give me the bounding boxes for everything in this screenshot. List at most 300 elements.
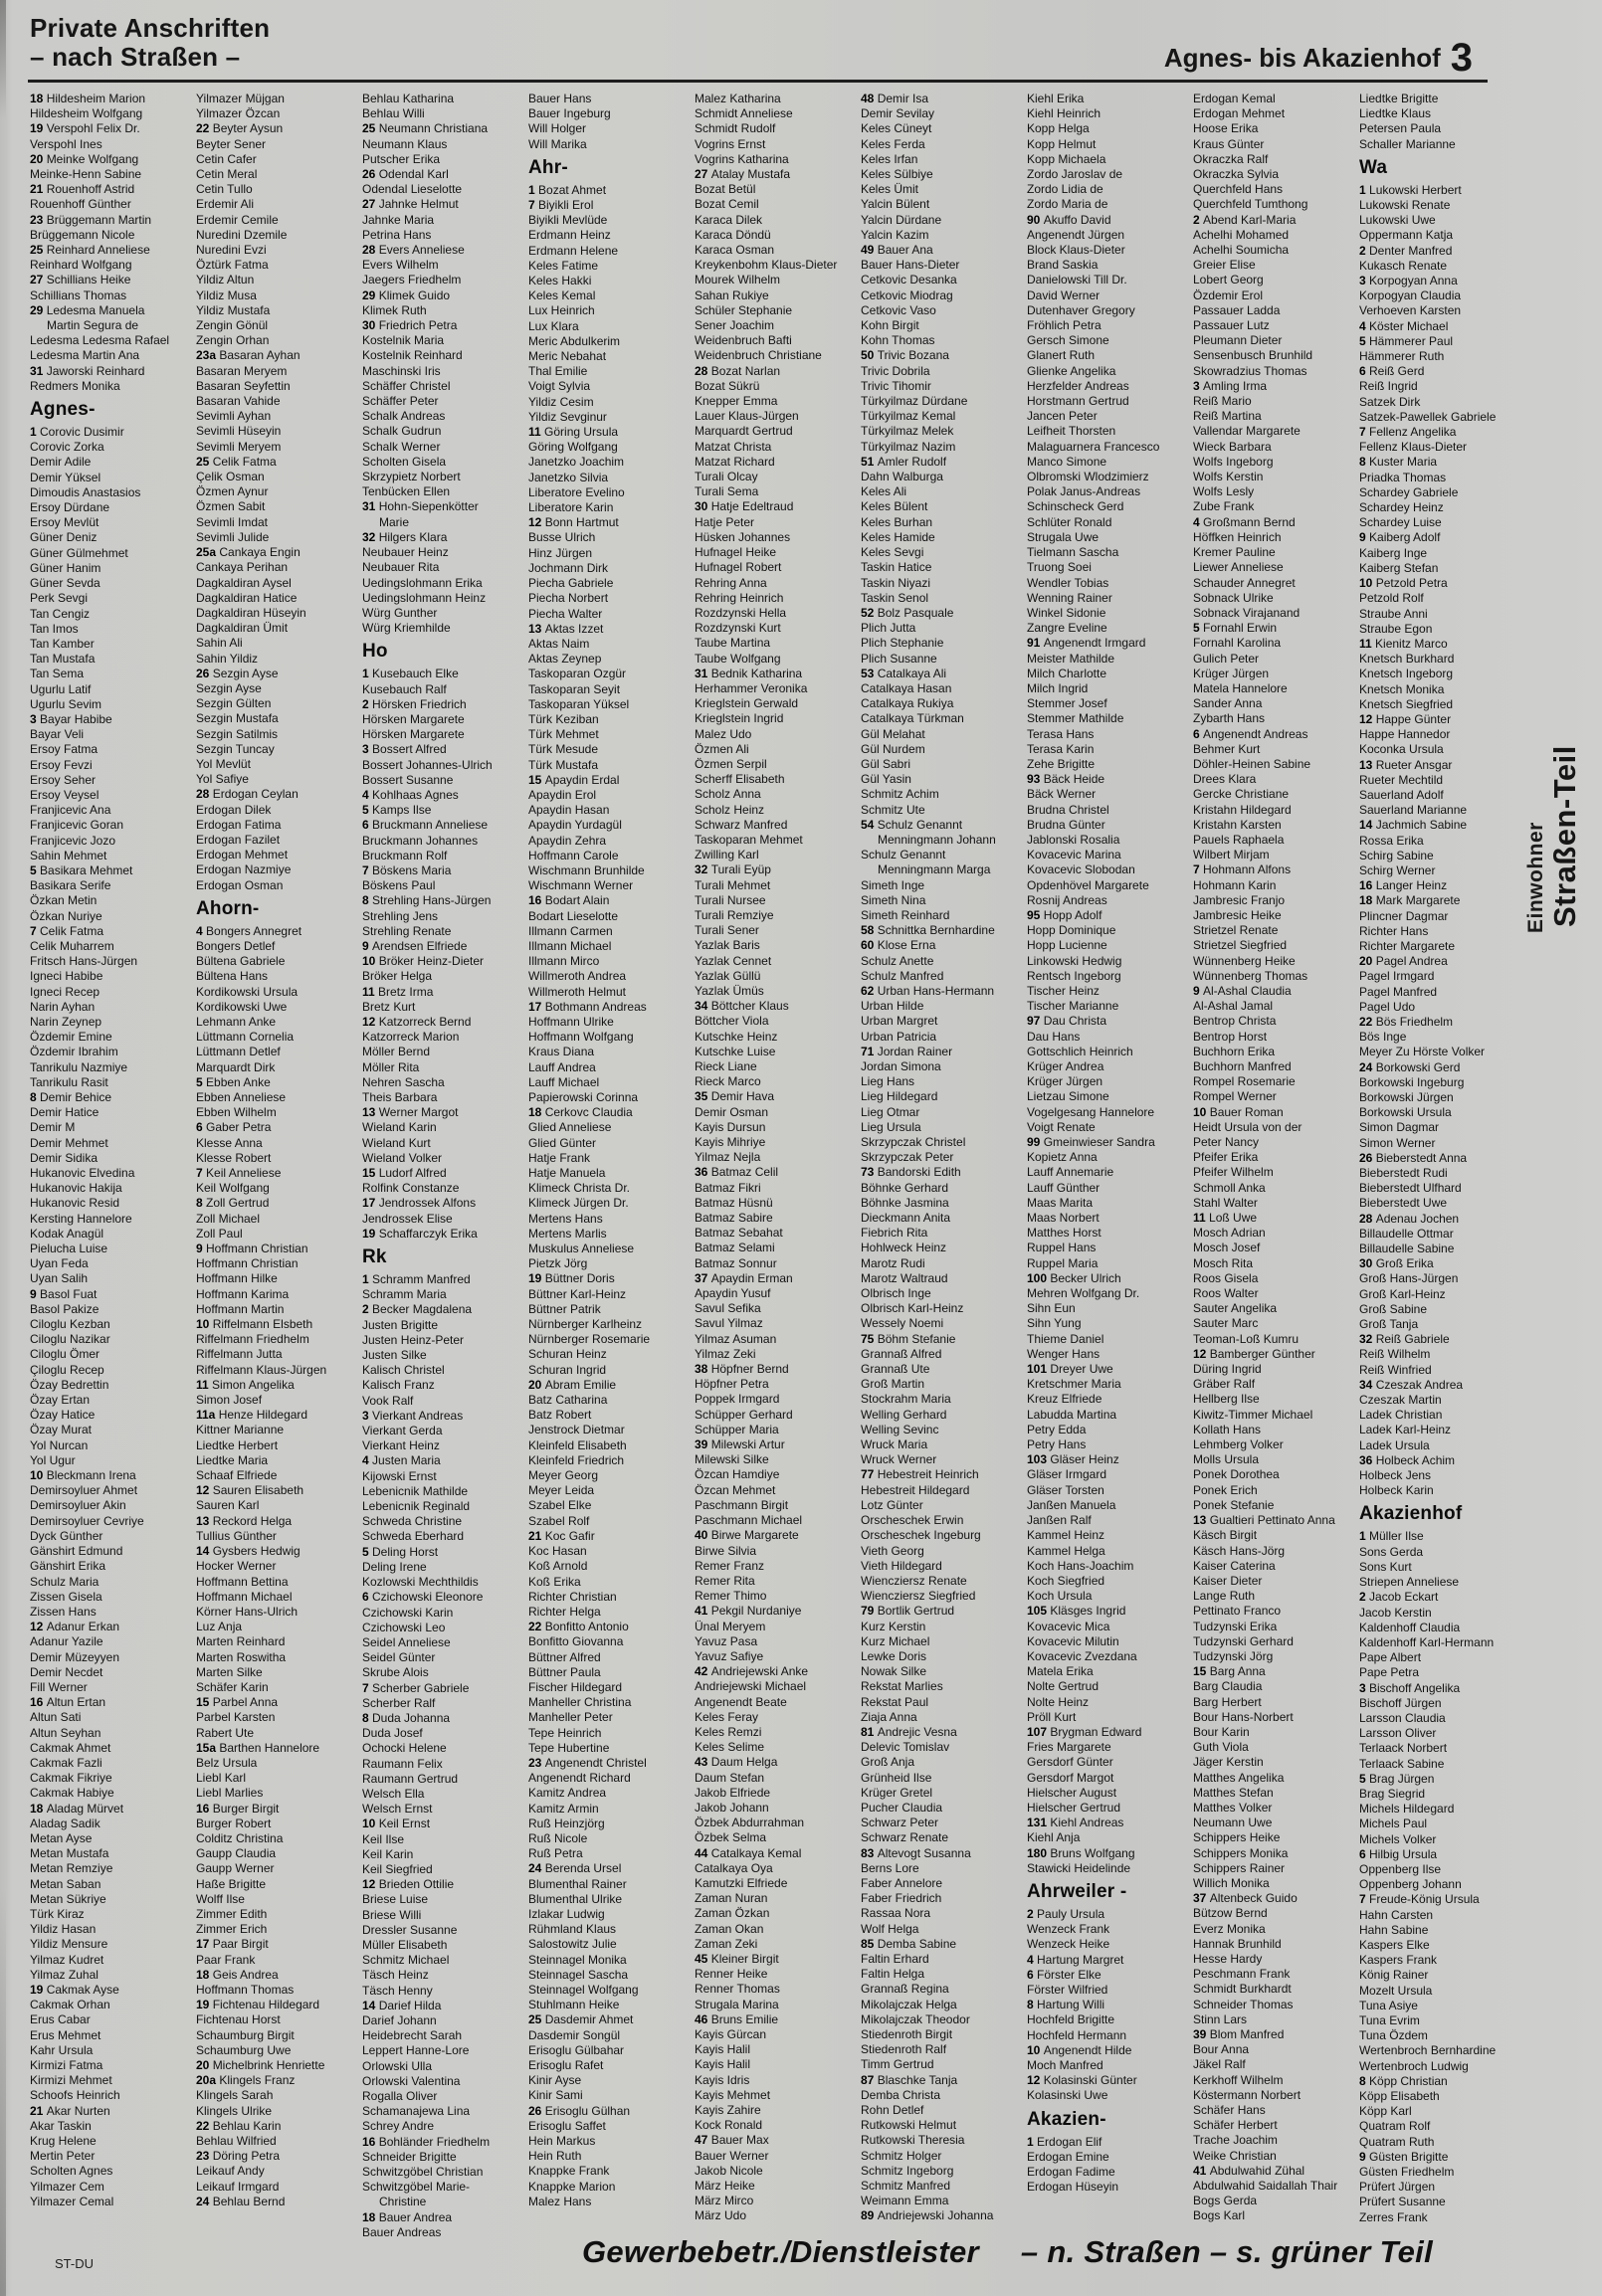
directory-entry: Mosch Rita	[1193, 1255, 1254, 1270]
directory-entry: Pape Petra	[1359, 1665, 1420, 1680]
directory-entry: Tischer Heinz	[1027, 983, 1100, 998]
directory-entry: Hämmerer Ruth	[1359, 349, 1445, 364]
directory-entry: Yol Mevlüt	[196, 756, 251, 771]
directory-entry: Simeth Nina	[861, 892, 926, 907]
street-header: Ahrweiler -	[1027, 1880, 1127, 1902]
directory-entry: Türkyilmaz Dürdane	[861, 394, 968, 409]
directory-entry: Janßen Manuela	[1027, 1497, 1116, 1512]
directory-entry: Keil Ilse	[362, 1831, 405, 1846]
directory-entry: Stemmer Mathilde	[1027, 711, 1124, 726]
directory-entry: Hielscher August	[1027, 1785, 1117, 1800]
directory-entry: Knetsch Monika	[1359, 681, 1445, 696]
directory-entry: Kamutzki Elfriede	[695, 1875, 788, 1890]
directory-entry: Kretschmer Maria	[1027, 1377, 1121, 1392]
house-number: 17	[196, 1937, 213, 1952]
directory-entry: Malaguarnera Francesco	[1027, 439, 1160, 454]
directory-entry: Kostelnik Maria	[362, 333, 445, 348]
directory-entry: Karaca Döndü	[695, 227, 771, 242]
column-5	[695, 92, 842, 2240]
house-number: 32	[362, 529, 379, 544]
directory-entry: Höffken Heinrich	[1193, 529, 1282, 544]
house-number: 53	[861, 666, 878, 680]
directory-entry: 7 Freude-König Ursula	[1359, 1892, 1480, 1907]
house-number: 27	[695, 167, 711, 182]
directory-entry: Kirmizi Fatma	[30, 2058, 103, 2072]
house-number: 44	[695, 1845, 711, 1860]
directory-entry: Reiß Mario	[1193, 394, 1252, 409]
directory-entry: Illmann Carmen	[528, 923, 613, 938]
directory-entry: Hukanovic Resid	[30, 1196, 120, 1211]
directory-entry: Nürnberger Karlheinz	[528, 1317, 643, 1332]
directory-entry: 101 Dreyer Uwe	[1027, 1362, 1113, 1377]
house-number: 27	[362, 197, 379, 212]
directory-entry: 13 Rueter Ansgar	[1359, 757, 1453, 772]
directory-entry: Milewski Silke	[695, 1452, 769, 1467]
directory-entry: Liedtke Herbert	[196, 1437, 279, 1452]
house-number: 12	[1193, 1346, 1210, 1361]
house-number: 29	[362, 287, 379, 302]
directory-entry: 30 Friedrich Petra	[362, 318, 458, 333]
directory-entry: 16 Bodart Alain	[528, 893, 610, 908]
directory-entry: 10 Bauer Roman	[1193, 1104, 1284, 1119]
house-number: 22	[1359, 1014, 1376, 1029]
directory-entry: Kalisch Franz	[362, 1378, 435, 1393]
directory-entry: 71 Jordan Rainer	[861, 1044, 953, 1058]
directory-entry: Türk Mehmet	[528, 727, 599, 742]
directory-entry: Sobnack Virajanand	[1193, 605, 1301, 620]
house-number: 47	[695, 2133, 711, 2148]
directory-entry: 38 Höpfner Bernd	[695, 1362, 789, 1377]
directory-entry: Ciloglu Nazikar	[30, 1332, 110, 1347]
directory-entry: Schrey Andre	[362, 2119, 435, 2134]
directory-entry: Zoll Paul	[196, 1226, 243, 1241]
directory-entry: Kayis Mehmet	[695, 2087, 771, 2102]
directory-entry: Apaydin Yurdagül	[528, 818, 622, 833]
directory-entry: Cetin Tullo	[196, 182, 253, 197]
directory-entry: Corovic Zorka	[30, 440, 104, 455]
directory-entry: 41 Abdulwahid Zühal	[1193, 2163, 1305, 2178]
directory-entry: Uedingslohmann Heinz	[362, 590, 487, 605]
house-number: 91	[1027, 636, 1044, 651]
directory-entry: Sauerland Adolf	[1359, 787, 1444, 802]
directory-entry: Jäkel Ralf	[1193, 2057, 1246, 2072]
house-number: 6	[1027, 1967, 1038, 1982]
directory-entry: Tischer Marianne	[1027, 999, 1119, 1014]
directory-entry: Täsch Henny	[362, 1983, 433, 1998]
directory-entry: Krüger Jürgen	[1193, 666, 1270, 680]
directory-entry: 7 Fellenz Angelika	[1359, 425, 1457, 440]
directory-entry: Erdogan Mehmet	[196, 848, 289, 862]
house-number: 41	[1193, 2163, 1210, 2178]
directory-entry: Poppek Irmgard	[695, 1392, 780, 1407]
directory-entry: Gül Nurdem	[861, 741, 925, 756]
house-number: 16	[196, 1801, 213, 1816]
directory-entry: Yilmazer Cem	[30, 2179, 104, 2194]
directory-entry: Zaman Zeki	[695, 1936, 758, 1951]
directory-entry: Keles Irfan	[861, 151, 918, 166]
directory-entry: Hoffmann Bettina	[196, 1574, 289, 1589]
directory-entry: 2 Abend Karl-Maria	[1193, 212, 1297, 227]
directory-entry: Schaaf Elfriede	[196, 1468, 278, 1483]
directory-entry: Yilmaz Zuhal	[30, 1967, 99, 1982]
directory-entry: Rompel Rosemarie	[1193, 1074, 1296, 1089]
directory-entry: Delevic Tomislav	[861, 1740, 950, 1755]
directory-entry: Erdogan Fatima	[196, 817, 282, 832]
directory-entry: Salostowitz Julie	[528, 1937, 617, 1952]
directory-entry: Büttner Paula	[528, 1664, 601, 1679]
directory-entry: Pape Albert	[1359, 1650, 1422, 1665]
directory-entry: Keles Hakki	[528, 274, 592, 288]
directory-entry: Schmidt Anneliese	[695, 106, 793, 121]
house-number: 7	[528, 198, 539, 213]
directory-entry: Bischoff Jürgen	[1359, 1695, 1442, 1710]
directory-entry: Brudna Günter	[1027, 817, 1105, 832]
page-title-line2: – nach Straßen –	[30, 42, 241, 72]
directory-entry: Heidt Ursula von der	[1193, 1119, 1302, 1134]
directory-entry: Yildiz Cesim	[528, 394, 594, 409]
house-number: 12	[1359, 711, 1376, 726]
directory-entry: Köpp Elisabeth	[1359, 2089, 1440, 2103]
directory-entry: Keles Cüneyt	[861, 121, 932, 136]
directory-entry: Türkyilmaz Nazim	[861, 439, 956, 454]
directory-entry: Demir Sidika	[30, 1150, 99, 1165]
directory-entry: Manheller Peter	[528, 1710, 613, 1725]
directory-entry: Würg Kriemhilde	[362, 621, 451, 636]
directory-entry: Simeth Inge	[861, 877, 925, 892]
directory-entry: Ersoy Veysel	[30, 787, 100, 802]
directory-entry: 6 Förster Elke	[1027, 1967, 1101, 1982]
directory-entry: Bieberstedt Uwe	[1359, 1196, 1448, 1211]
directory-entry: Richter Christian	[528, 1589, 617, 1604]
directory-entry: 3 Vierkant Andreas	[362, 1408, 464, 1423]
directory-entry: Bauer Werner	[695, 2148, 769, 2163]
directory-entry: Kinir Sami	[528, 2088, 583, 2103]
directory-entry: Kayis Idris	[695, 2072, 750, 2087]
directory-entry: Ersoy Mevlüt	[30, 515, 100, 530]
directory-entry: 23a Basaran Ayhan	[196, 348, 300, 363]
directory-entry: 25 Dasdemir Ahmet	[528, 2012, 634, 2027]
directory-entry: Schaumburg Uwe	[196, 2042, 292, 2057]
directory-entry: Erisoglu Gülbahar	[528, 2042, 625, 2057]
directory-entry: Fellenz Klaus-Dieter	[1359, 440, 1468, 455]
directory-entry: 180 Bruns Wolfgang	[1027, 1845, 1135, 1860]
directory-entry: Käsch Birgit	[1193, 1528, 1258, 1543]
directory-entry: Cetin Meral	[196, 167, 258, 182]
directory-entry: Grannaß Regina	[861, 1982, 949, 1997]
directory-entry: Malez Hans	[528, 2194, 592, 2208]
directory-entry: Altun Seyhan	[30, 1725, 101, 1740]
directory-entry: Taskoparan Seyit	[528, 681, 621, 696]
directory-entry: 24 Berenda Ursel	[528, 1861, 622, 1876]
directory-entry: 4 Köster Michael	[1359, 318, 1449, 333]
directory-entry: Lieg Ursula	[861, 1119, 921, 1134]
house-number: 3	[30, 711, 41, 726]
directory-entry: Korpogyan Claudia	[1359, 288, 1462, 303]
directory-entry: Cetin Cafer	[196, 151, 257, 166]
directory-entry: 22 Bös Friedhelm	[1359, 1014, 1454, 1029]
directory-entry: Parbel Karsten	[196, 1710, 276, 1725]
directory-entry: Kleinfeld Friedrich	[528, 1452, 625, 1467]
directory-entry: Cakmak Orhan	[30, 1998, 110, 2012]
directory-entry: Zaman Nuran	[695, 1891, 768, 1906]
directory-entry: Böttcher Viola	[695, 1014, 769, 1029]
directory-entry: Lüttmann Detlef	[196, 1045, 281, 1059]
street-header: Akazien-	[1027, 2108, 1106, 2130]
directory-entry: Özmen Serpil	[695, 756, 767, 771]
directory-entry: Angenendt Richard	[528, 1771, 631, 1786]
directory-entry: Wilbert Mirjam	[1193, 848, 1270, 862]
directory-entry: Skrzypczak Christel	[861, 1135, 966, 1150]
directory-entry: Mikolajczak Theodor	[861, 2011, 970, 2026]
directory-entry: Böhnke Jasmina	[861, 1195, 949, 1210]
directory-entry: Yildiz Mustafa	[196, 302, 271, 317]
house-number: 32	[695, 862, 711, 877]
directory-entry: Fries Margarete	[1027, 1740, 1111, 1755]
directory-entry: Peschmann Frank	[1193, 1967, 1291, 1982]
directory-entry: Behmer Kurt	[1193, 741, 1261, 756]
directory-entry: Weidenbruch Christiane	[695, 348, 822, 363]
directory-entry: Trivic Tihomir	[861, 378, 931, 393]
directory-entry: Pucher Claudia	[861, 1800, 943, 1815]
house-number: 131	[1027, 1816, 1051, 1830]
directory-entry: Wenning Rainer	[1027, 590, 1112, 605]
house-number: 15	[1193, 1664, 1210, 1679]
house-number: 20	[1359, 954, 1376, 969]
house-number: 1	[362, 667, 373, 681]
directory-entry: Knetsch Siegfried	[1359, 696, 1454, 711]
directory-entry: 11 Göring Ursula	[528, 425, 619, 440]
house-number: 19	[30, 121, 47, 136]
directory-entry: Voigt Renate	[1027, 1119, 1096, 1134]
house-number: 105	[1027, 1604, 1051, 1619]
directory-entry: Petersen Paula	[1359, 121, 1442, 136]
directory-entry: 16 Burger Birgit	[196, 1801, 280, 1816]
directory-entry: Faber Annelore	[861, 1875, 943, 1890]
directory-entry: Zaman Okan	[695, 1921, 764, 1936]
directory-entry: Bayar Veli	[30, 727, 85, 742]
street-header: Ho	[362, 641, 388, 663]
house-number: 1	[1359, 1529, 1370, 1544]
directory-entry: 3 Bayar Habibe	[30, 711, 112, 726]
directory-entry: Wolfs Ingeborg	[1193, 454, 1274, 469]
directory-entry: König Rainer	[1359, 1968, 1429, 1983]
directory-entry: 25 Neumann Christiana	[362, 121, 489, 136]
directory-entry: Adanur Yazile	[30, 1634, 103, 1649]
directory-entry: Hüsken Johannes	[695, 529, 791, 544]
directory-entry: Yildiz Hasan	[30, 1922, 97, 1937]
directory-entry: 15 Apaydin Erdal	[528, 772, 620, 787]
directory-entry: 105 Kläsges Ingrid	[1027, 1604, 1126, 1619]
directory-entry: Timm Gertrud	[861, 2057, 934, 2072]
house-number: 19	[30, 1982, 47, 1997]
directory-entry: 2 Jacob Eckart	[1359, 1590, 1439, 1605]
directory-entry: Simeth Reinhard	[861, 907, 950, 922]
house-number: 48	[861, 92, 878, 105]
house-number: 17	[528, 999, 545, 1014]
directory-entry: Paschmann Michael	[695, 1513, 803, 1528]
directory-entry: Schwarz Peter	[861, 1816, 939, 1830]
directory-entry: Kukasch Renate	[1359, 258, 1448, 273]
directory-entry: Tan Imos	[30, 621, 79, 636]
directory-entry: Pfeifer Wilhelm	[1193, 1165, 1274, 1180]
directory-entry: Zordo Jaroslav de	[1027, 167, 1123, 182]
directory-entry: Güner Deniz	[30, 530, 98, 545]
directory-entry: Rozdzynski Kurt	[695, 621, 781, 636]
directory-entry: Rieck Marco	[695, 1074, 761, 1089]
directory-entry: 28 Erdogan Ceylan	[196, 787, 299, 802]
directory-entry: Basikara Serife	[30, 878, 111, 893]
directory-entry: Olbromski Wlodzimierz	[1027, 470, 1149, 484]
directory-entry: Simon Josef	[196, 1393, 263, 1408]
directory-entry: Winkel Sidonie	[1027, 605, 1106, 620]
directory-entry: Yildiz Altun	[196, 273, 255, 287]
directory-entry: Cetkovic Desanka	[861, 273, 957, 287]
directory-entry: Busse Ulrich	[528, 530, 596, 545]
directory-entry: Tullius Günther	[196, 1528, 277, 1543]
directory-entry: Barg Claudia	[1193, 1679, 1263, 1694]
directory-entry: Hoffmann Carole	[528, 848, 619, 862]
directory-entry: 12 Adanur Erkan	[30, 1620, 120, 1634]
directory-entry: Demba Christa	[861, 2087, 941, 2102]
directory-entry: 12 Sauren Elisabeth	[196, 1483, 304, 1498]
house-number: 10	[1193, 1104, 1210, 1119]
directory-entry: Olbrisch Inge	[861, 1286, 931, 1301]
directory-entry: Stawicki Heidelinde	[1027, 1860, 1131, 1875]
directory-entry: 103 Gläser Heinz	[1027, 1452, 1119, 1467]
house-number: 25a	[196, 545, 220, 560]
directory-entry: Lauff Andrea	[528, 1059, 596, 1074]
directory-entry: Burger Robert	[196, 1816, 272, 1830]
directory-entry: Jendrossek Elise	[362, 1211, 453, 1226]
directory-entry: Justen Silke	[362, 1348, 427, 1363]
directory-entry: 11 Simon Angelika	[196, 1377, 295, 1392]
directory-entry: 25a Cankaya Engin	[196, 545, 300, 560]
directory-entry: 42 Andriejewski Anke	[695, 1664, 809, 1679]
directory-entry: Bozat Cemil	[695, 197, 759, 212]
house-number: 77	[861, 1467, 878, 1482]
directory-entry: Marquardt Gertrud	[695, 424, 793, 439]
directory-entry: Schulz Maria	[30, 1574, 100, 1589]
directory-entry: Sihn Yung	[1027, 1316, 1082, 1331]
directory-entry: 10 Angenendt Hilde	[1027, 2042, 1132, 2057]
directory-entry: Maas Marita	[1027, 1195, 1094, 1210]
directory-entry: Kiehl Erika	[1027, 92, 1085, 105]
directory-entry: Gräber Ralf	[1193, 1377, 1256, 1392]
directory-entry: Klingels Sarah	[196, 2088, 274, 2103]
directory-entry: Tudzynski Jörg	[1193, 1648, 1274, 1663]
directory-entry: Özdemir Emine	[30, 1030, 112, 1045]
directory-entry: Gläser Irmgard	[1027, 1467, 1107, 1482]
directory-entry: Groß Tanja	[1359, 1317, 1419, 1332]
directory-entry: Olbrisch Karl-Heinz	[861, 1301, 964, 1316]
directory-entry: Demir Yüksel	[30, 470, 101, 484]
directory-entry: Willmeroth Andrea	[528, 969, 627, 984]
house-number: 15	[362, 1166, 379, 1181]
directory-entry: Satzek-Pawellek Gabriele	[1359, 409, 1497, 424]
directory-entry: Hörsken Margarete	[362, 727, 465, 742]
directory-entry: Demirsoyluer Ahmet	[30, 1483, 138, 1498]
house-number: 93	[1027, 772, 1044, 787]
directory-entry: Schneider Brigitte	[362, 2149, 457, 2164]
directory-entry: 47 Bauer Max	[695, 2133, 769, 2148]
directory-entry: 8 Köpp Christian	[1359, 2073, 1448, 2088]
directory-entry: Gaupp Werner	[196, 1861, 275, 1876]
directory-entry: Wruck Maria	[861, 1437, 928, 1452]
directory-entry: Kohn Thomas	[861, 333, 935, 348]
house-number: 11	[1359, 636, 1376, 651]
directory-entry: 19 Fichtenau Hildegard	[196, 1998, 320, 2012]
directory-entry: Dimoudis Anastasios	[30, 484, 141, 499]
house-number: 3	[1359, 274, 1370, 288]
directory-entry: Reiß Wilhelm	[1359, 1347, 1431, 1362]
directory-entry: Aktas Naim	[528, 636, 590, 651]
directory-entry: Hatje Manuela	[528, 1166, 606, 1181]
directory-entry: Özmen Sabit	[196, 499, 266, 514]
directory-entry: Voigt Sylvia	[528, 379, 591, 394]
directory-entry: Akar Taskin	[30, 2118, 92, 2133]
directory-entry: Hopp Lucienne	[1027, 938, 1107, 953]
house-number: 1	[528, 182, 539, 197]
directory-entry: Bauer Hans	[528, 92, 592, 105]
directory-entry: Steinnagel Sascha	[528, 1967, 629, 1982]
directory-entry: Igneci Recep	[30, 984, 100, 999]
directory-entry: Wiencziersz Siegfried	[861, 1589, 976, 1604]
directory-entry: Kaiberg Inge	[1359, 545, 1428, 560]
directory-entry: Keles Bülent	[861, 499, 928, 514]
directory-entry: Schmoll Anka	[1193, 1180, 1266, 1195]
directory-entry: Sauren Karl	[196, 1498, 260, 1513]
directory-entry: Odendal Lieselotte	[362, 182, 463, 197]
house-number: 8	[1359, 2073, 1370, 2088]
directory-entry: Gül Sabri	[861, 756, 911, 771]
directory-entry: Behlau Wilfried	[196, 2134, 277, 2149]
directory-entry: Karaca Dilek	[695, 212, 763, 227]
directory-entry: 62 Urban Hans-Hermann	[861, 983, 995, 998]
house-number: 3	[362, 1408, 373, 1423]
directory-entry: Schweda Eberhard	[362, 1529, 465, 1544]
directory-entry: Stiedenroth Birgit	[861, 2027, 953, 2041]
directory-entry: Borkowski Ingeburg	[1359, 1074, 1465, 1089]
house-number: 16	[362, 2134, 379, 2149]
directory-entry: Tan Kamber	[30, 636, 95, 651]
house-number: 3	[362, 742, 373, 757]
directory-entry: Verspohl Ines	[30, 136, 102, 151]
directory-entry: Özdemir Erol	[1193, 287, 1264, 302]
house-number: 24	[528, 1861, 545, 1876]
directory-entry: Pagel Manfred	[1359, 984, 1438, 999]
directory-entry: 16 Bohländer Friedhelm	[362, 2134, 491, 2149]
directory-entry: Rentsch Ingeborg	[1027, 968, 1121, 983]
directory-entry: Colditz Christina	[196, 1830, 284, 1845]
directory-entry: 23 Angenendt Christel	[528, 1755, 647, 1770]
tab-einwohner-label: Einwohner	[1524, 822, 1547, 933]
house-number: 31	[30, 363, 47, 378]
directory-entry: Tanrikulu Rasit	[30, 1074, 108, 1089]
directory-entry: Matthes Horst	[1027, 1226, 1101, 1241]
directory-entry: Neubauer Rita	[362, 560, 440, 575]
house-number: 62	[861, 983, 878, 998]
directory-entry: Zerres Frank	[1359, 2209, 1428, 2224]
directory-entry: Piecha Gabriele	[528, 576, 614, 591]
directory-entry: Batmaz Sonnur	[695, 1255, 777, 1270]
directory-entry: Lotz Günter	[861, 1497, 923, 1512]
directory-entry: 32 Turali Eyüp	[695, 862, 771, 877]
directory-entry: Glied Anneliese	[528, 1120, 612, 1135]
directory-entry: Türk Kiraz	[30, 1906, 85, 1921]
house-number: 13	[362, 1105, 379, 1120]
directory-entry: Kamitz Armin	[528, 1801, 599, 1816]
directory-entry: Vogrins Katharina	[695, 151, 789, 166]
